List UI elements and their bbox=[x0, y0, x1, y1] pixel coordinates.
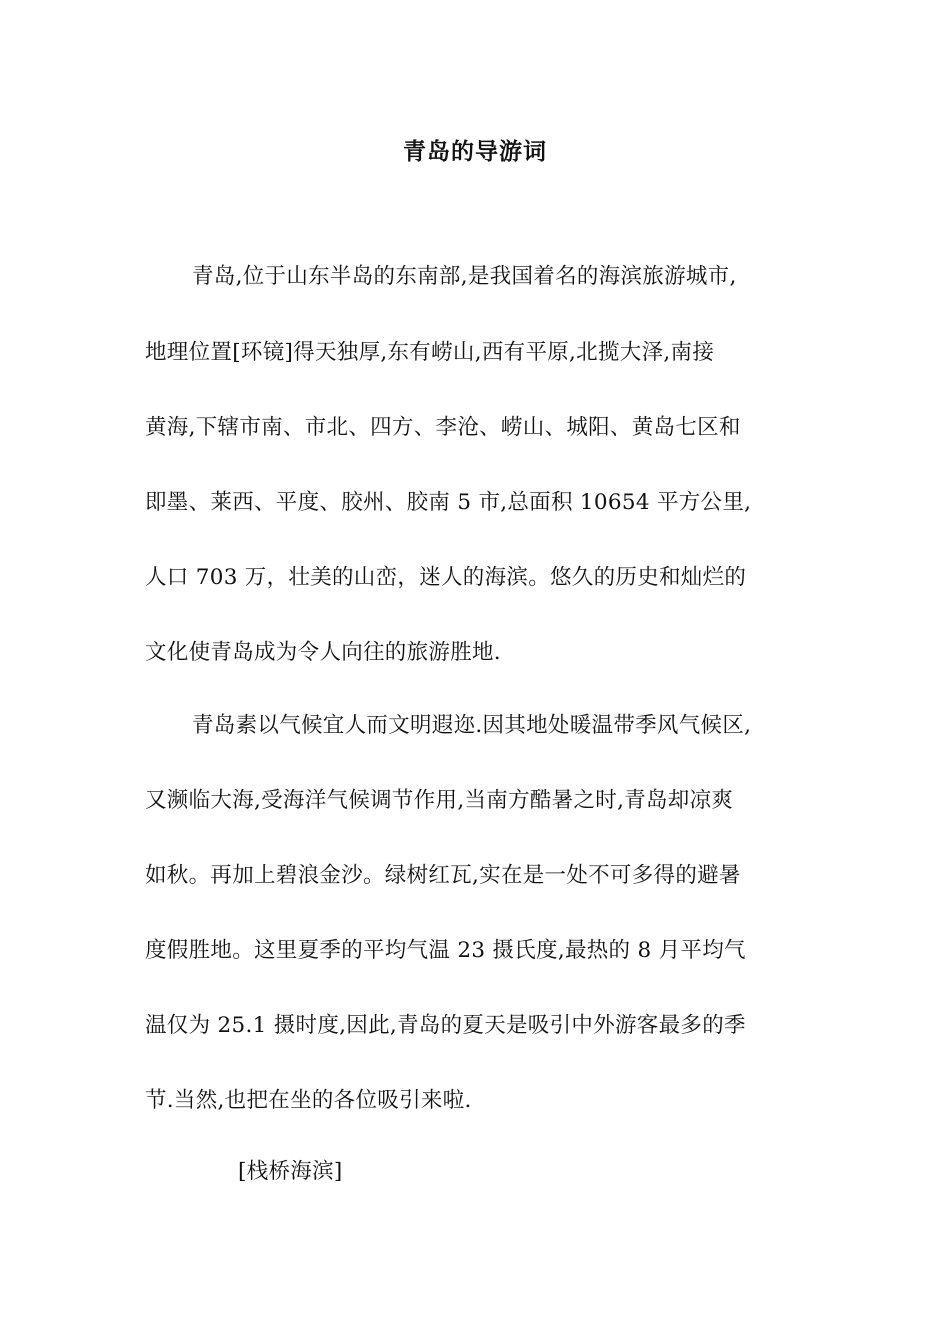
paragraph-1-line-5: 人口 703 万，壮美的山峦，迷人的海滨。悠久的历史和灿烂的 bbox=[145, 565, 747, 590]
paragraph-2-line-4: 度假胜地。这里夏季的平均气温 23 摄氏度,最热的 8 月平均气 bbox=[145, 938, 746, 963]
paragraph-1-line-6: 文化使青岛成为令人向往的旅游胜地. bbox=[145, 640, 501, 665]
paragraph-1-line-1: 青岛,位于山东半岛的东南部,是我国着名的海滨旅游城市, bbox=[192, 264, 737, 289]
paragraph-2-line-5: 温仅为 25.1 摄时度,因此,青岛的夏天是吸引中外游客最多的季 bbox=[145, 1013, 746, 1038]
paragraph-2-line-3: 如秋。再加上碧浪金沙。绿树红瓦,实在是一处不可多得的避暑 bbox=[145, 863, 741, 888]
document-title: 青岛的导游词 bbox=[403, 139, 547, 165]
paragraph-2-line-2: 又濒临大海,受海洋气候调节作用,当南方酷暑之时,青岛却凉爽 bbox=[145, 788, 734, 813]
paragraph-2-line-6: 节.当然,也把在坐的各位吸引来啦. bbox=[145, 1088, 472, 1113]
paragraph-1-line-3: 黄海,下辖市南、市北、四方、李沧、崂山、城阳、黄岛七区和 bbox=[145, 415, 741, 440]
section-heading: [栈桥海滨] bbox=[238, 1159, 343, 1184]
paragraph-1-line-2: 地理位置[环镜]得天独厚,东有崂山,西有平原,北揽大泽,南接 bbox=[145, 340, 715, 365]
paragraph-1-line-4: 即墨、莱西、平度、胶州、胶南 5 市,总面积 10654 平方公里, bbox=[145, 490, 752, 515]
paragraph-2-line-1: 青岛素以气候宜人而文明遐迩.因其地处暖温带季风气候区, bbox=[192, 713, 752, 738]
